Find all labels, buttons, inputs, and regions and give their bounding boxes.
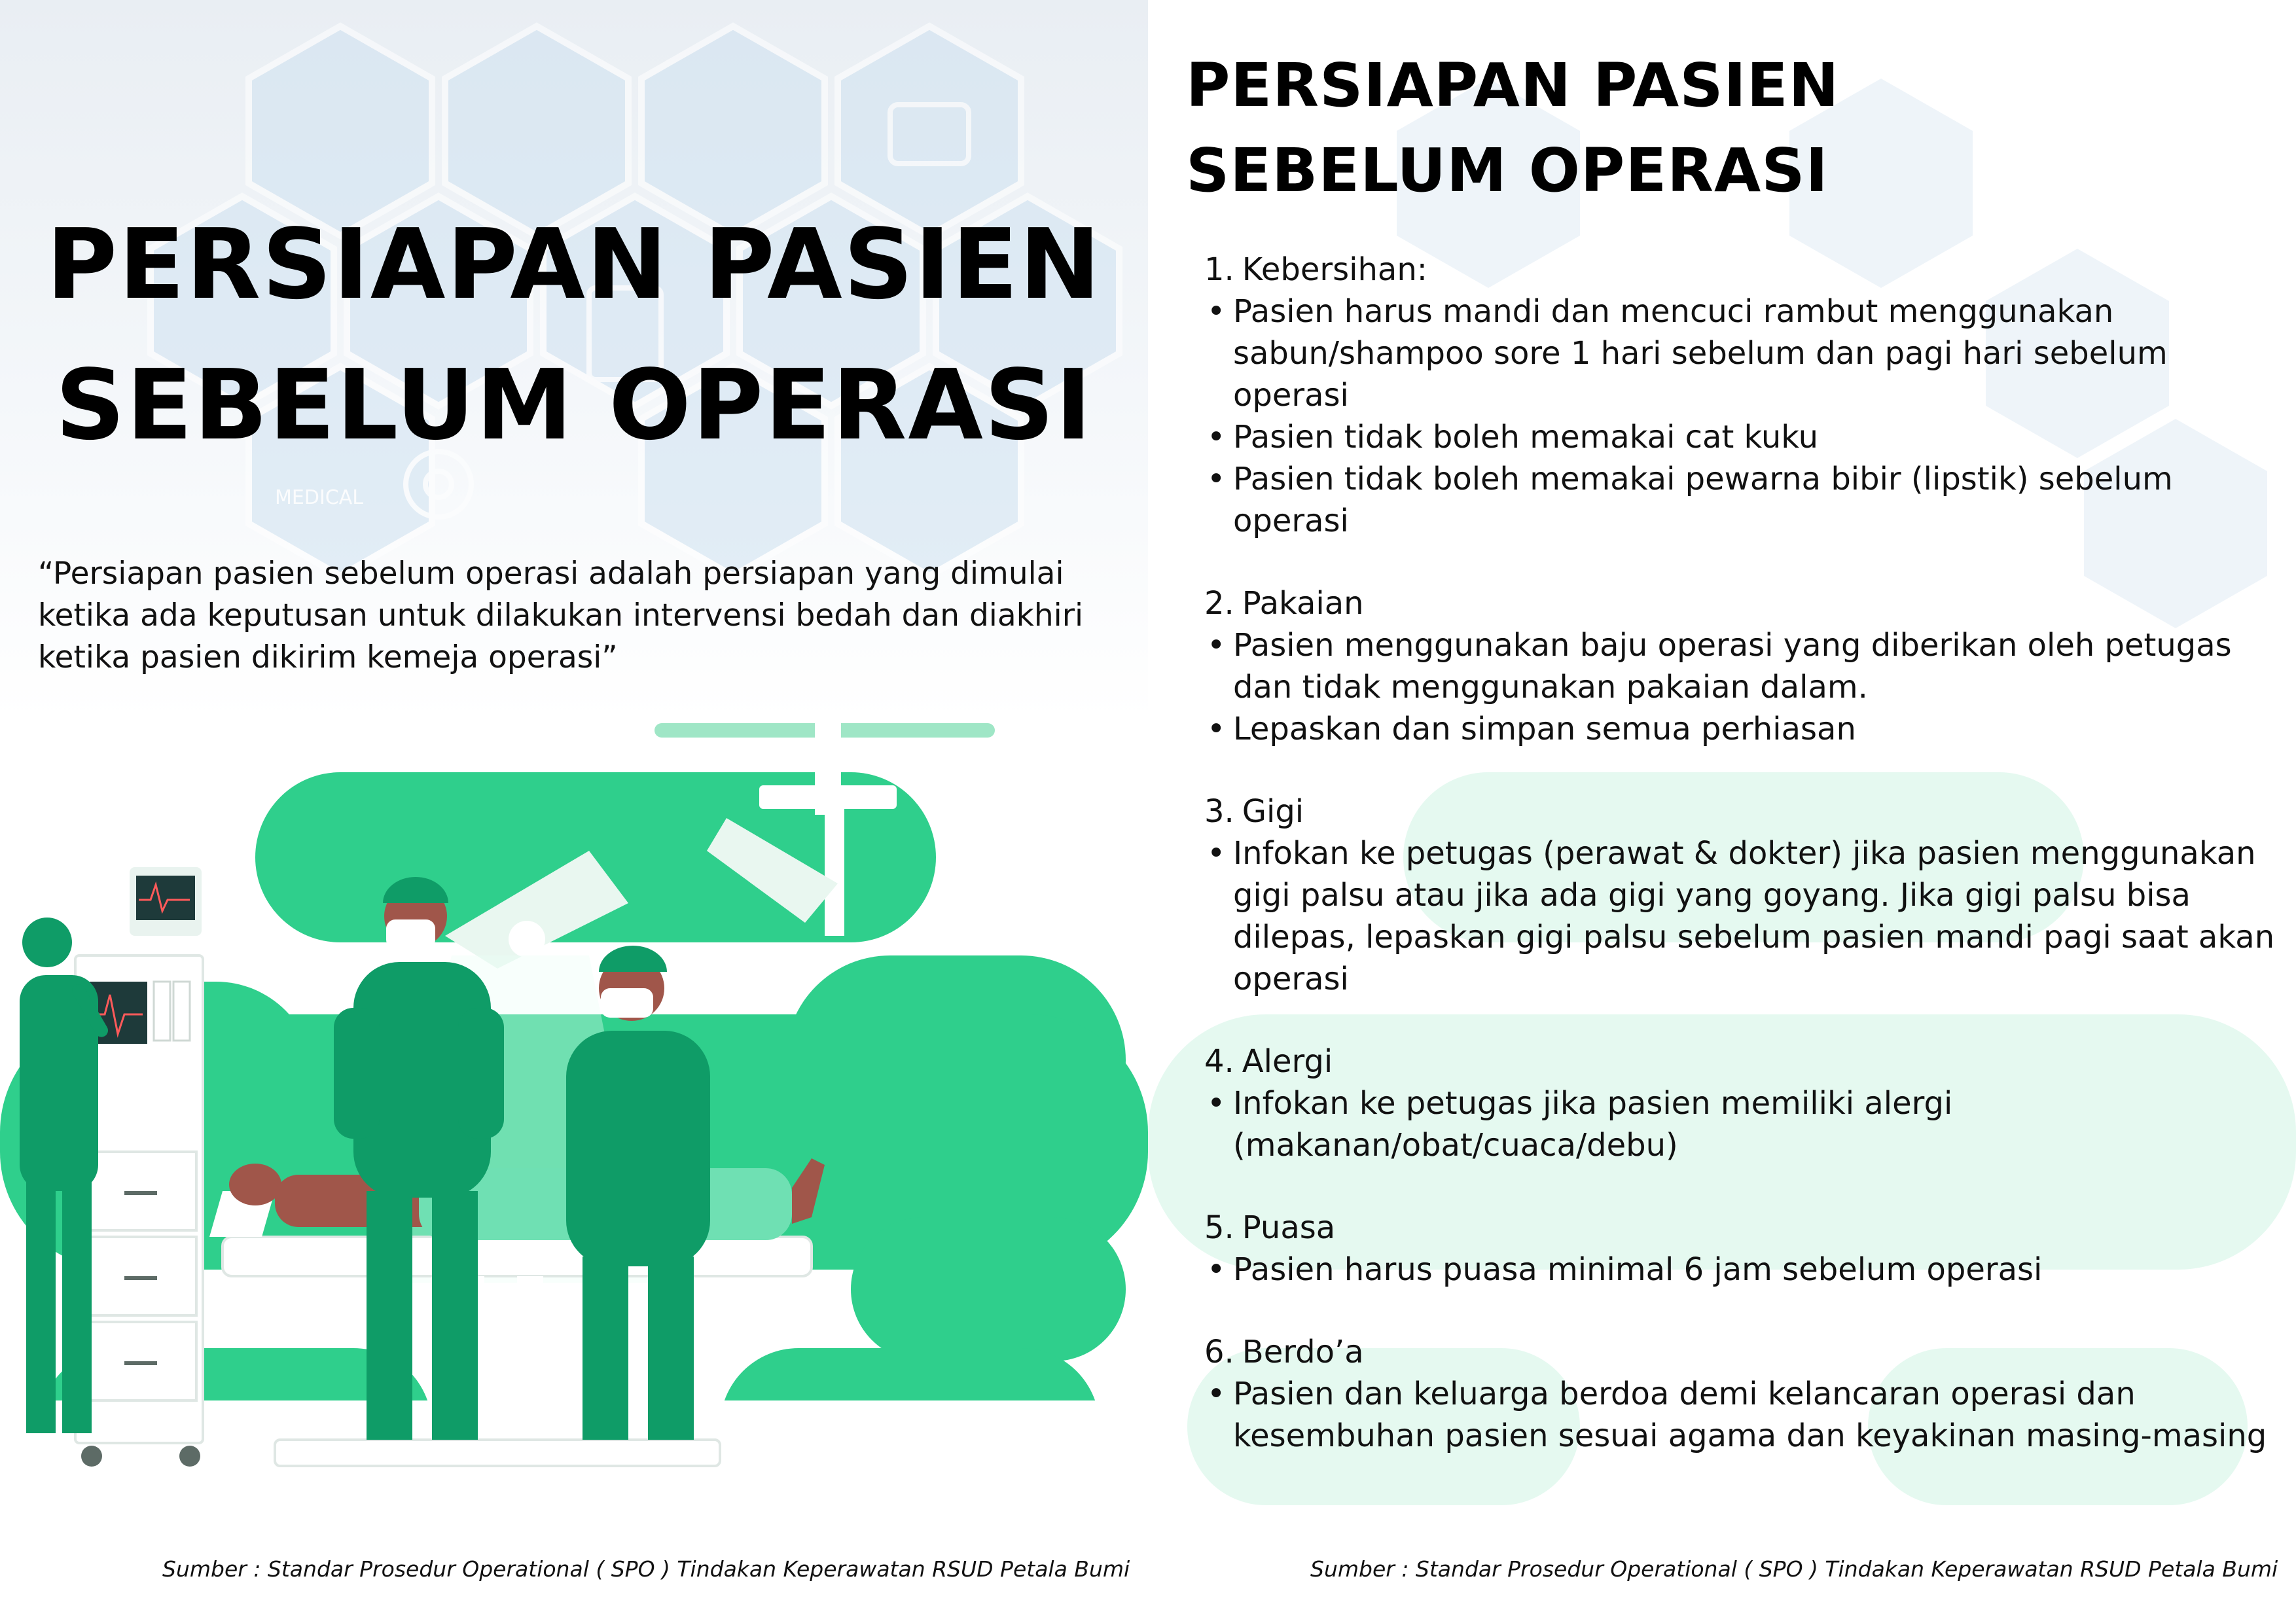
- section-berdoa: [1204, 1331, 2278, 1457]
- list-item: • Lepaskan dan simpan semua perhiasan: [1204, 708, 2278, 750]
- list-item: • Pasien harus puasa minimal 6 jam sebelum operasi: [1204, 1249, 2278, 1291]
- bullet-icon: •: [1207, 1376, 1226, 1412]
- bullet-icon: •: [1207, 835, 1226, 872]
- section-kebersihan: [1204, 249, 2278, 542]
- section-number: 4.: [1204, 1043, 1234, 1080]
- list-title-line1: PERSIAPAN PASIEN: [1186, 50, 1840, 120]
- bullet-icon: •: [1207, 419, 1226, 455]
- section-number: 6.: [1204, 1334, 1234, 1370]
- section-alergi: [1204, 1041, 2278, 1166]
- bullet-icon: •: [1207, 627, 1226, 664]
- section-heading: Alergi: [1242, 1043, 1333, 1080]
- bullet-icon: •: [1207, 461, 1226, 497]
- poster-title-line1: PERSIAPAN PASIEN: [46, 208, 1102, 321]
- bullet-icon: •: [1207, 1251, 1226, 1288]
- section-number: 2.: [1204, 585, 1234, 622]
- bg-label-medical: MEDICAL: [275, 486, 363, 509]
- operating-room-illustration: [0, 707, 1148, 1525]
- section-puasa: [1204, 1207, 2278, 1291]
- section-number: 3.: [1204, 793, 1234, 830]
- source-citation: Sumber : Standar Prosedur Operational ( SPO ) Tindakan Keperawatan RSUD Petala Bumi: [162, 1556, 1130, 1582]
- section-pakaian: [1204, 582, 2278, 750]
- list-item: • Infokan ke petugas jika pasien memiliki alergi (makanan/obat/cuaca/debu): [1204, 1082, 2278, 1166]
- bullet-icon: •: [1207, 1085, 1226, 1122]
- preparation-checklist: [1204, 249, 2278, 1497]
- poster-title-line2: SEBELUM OPERASI: [55, 349, 1093, 461]
- list-item: • Infokan ke petugas (perawat & dokter) jika pasien menggunakan gigi palsu atau jika ada gigi yang goyang. Jika gigi palsu bisa dilepas, lepaskan gigi palsu sebelum pasien mandi pagi saat akan operasi: [1204, 832, 2278, 1000]
- right-poster: [1148, 0, 2296, 1623]
- bullet-icon: •: [1207, 293, 1226, 330]
- list-item: • Pasien harus mandi dan mencuci rambut menggunakan sabun/shampoo sore 1 hari sebelum dan pagi hari sebelum operasi: [1204, 291, 2278, 416]
- section-heading: Gigi: [1242, 793, 1304, 830]
- section-heading: Kebersihan:: [1242, 251, 1427, 288]
- list-item: • Pasien tidak boleh memakai pewarna bibir (lipstik) sebelum operasi: [1204, 458, 2278, 542]
- source-citation: Sumber : Standar Prosedur Operational ( SPO ) Tindakan Keperawatan RSUD Petala Bumi: [1310, 1556, 2278, 1582]
- section-number: 1.: [1204, 251, 1234, 288]
- list-item: • Pasien tidak boleh memakai cat kuku: [1204, 416, 2278, 458]
- bullet-icon: •: [1207, 711, 1226, 747]
- list-title-line2: SEBELUM OPERASI: [1186, 135, 1829, 205]
- section-gigi: [1204, 791, 2278, 1000]
- definition-quote: “Persiapan pasien sebelum operasi adalah persiapan yang dimulai ketika ada keputusan untuk dilakukan intervensi bedah dan diakhiri ketika pasien dikirim kemeja operasi”: [38, 556, 1084, 675]
- section-heading: Pakaian: [1242, 585, 1364, 622]
- section-heading: Berdo’a: [1242, 1334, 1364, 1370]
- list-item: • Pasien menggunakan baju operasi yang diberikan oleh petugas dan tidak menggunakan pakaian dalam.: [1204, 624, 2278, 708]
- list-item: • Pasien dan keluarga berdoa demi kelancaran operasi dan kesembuhan pasien sesuai agama dan keyakinan masing-masing: [1204, 1373, 2278, 1457]
- section-heading: Puasa: [1242, 1209, 1336, 1246]
- section-number: 5.: [1204, 1209, 1234, 1246]
